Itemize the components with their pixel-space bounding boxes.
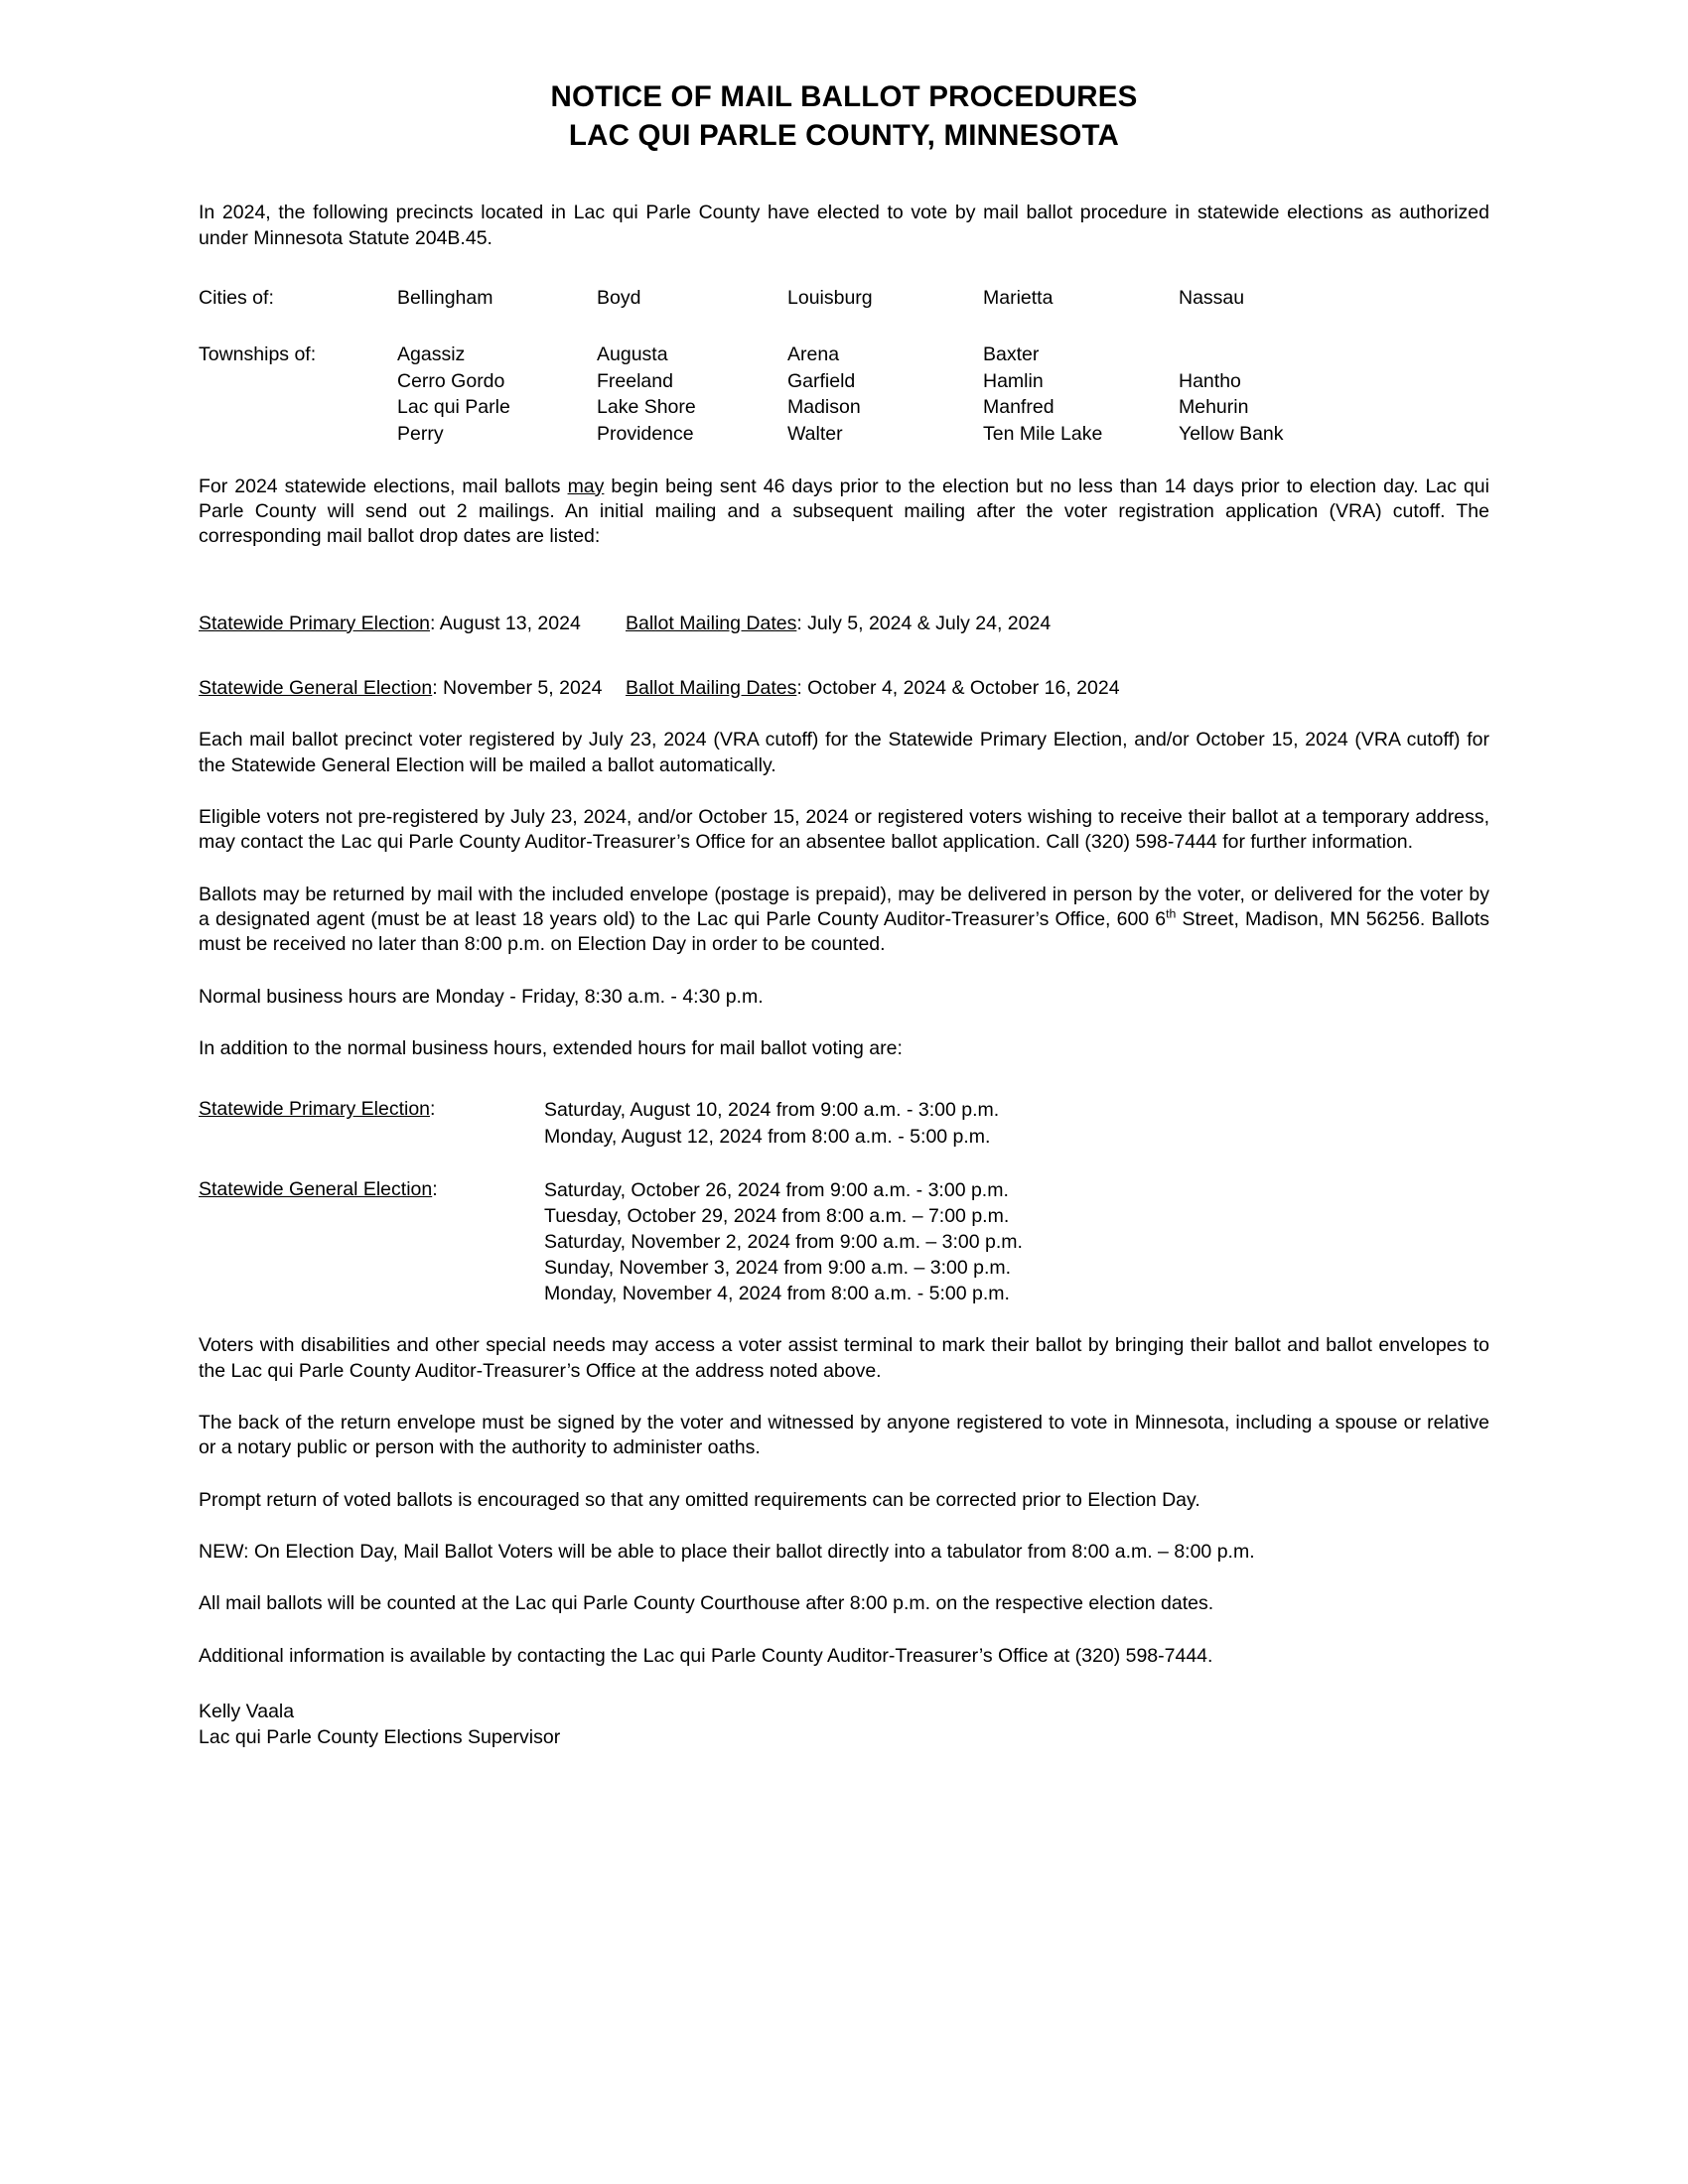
ballot-return-paragraph [199,883,1489,958]
mailing-schedule-paragraph [199,475,1489,550]
cities-section [199,285,1489,312]
general-mailing-value: : October 4, 2024 & October 16, 2024 [796,677,1120,700]
extended-hours-intro: In addition to the normal business hours, extended hours for mail ballot voting are: [199,1037,903,1060]
general-hours-label-text: Statewide General Election [199,1177,433,1200]
township-cell: Mehurin [1179,396,1249,419]
new-tabulator-paragraph: NEW: On Election Day, Mail Ballot Voters will be able to place their ballot directly into a tabulator from 8:00 a.m. – 8:00 p.m. [199,1541,1255,1564]
townships-table [199,341,1284,448]
additional-info-paragraph: Additional information is available by contacting the Lac qui Parle County Auditor-Treasurer’s Office at (320) 598-7444. [199,1644,1213,1667]
general-election-label: Statewide General Election [199,677,433,700]
township-cell: Madison [787,396,861,419]
prompt-return-paragraph: Prompt return of voted ballots is encouraged so that any omitted requirements can be corrected prior to Election Day. [199,1488,1200,1511]
table-row [199,394,1284,421]
spacer-cell [199,421,397,448]
signoff-title: Lac qui Parle County Elections Supervisor [199,1726,561,1749]
townships-section [199,341,1489,448]
ballot-return-part-2: Street, Madison, MN 56256. Ballots must be received no later than 8:00 p.m. on Election Day in order to be counted. [199,908,1489,956]
primary-hours-label [199,1097,544,1149]
election-date-row [199,676,1489,701]
hours-line: Monday, November 4, 2024 from 8:00 a.m. - 5:00 p.m. [544,1283,1010,1305]
election-date-row [199,612,1489,636]
primary-hours-label-text: Statewide Primary Election [199,1098,431,1121]
primary-election-date [199,612,626,636]
primary-election-label: Statewide Primary Election [199,612,431,634]
business-hours-paragraph: Normal business hours are Monday - Friday, 8:30 a.m. - 4:30 p.m. [199,985,764,1008]
township-cell [1179,341,1284,368]
township-cell: Garfield [787,369,856,392]
page-title-line-1: NOTICE OF MAIL BALLOT PROCEDURES [550,80,1138,113]
auto-mail-paragraph: Each mail ballot precinct voter registered by July 23, 2024 (VRA cutoff) for the Statewide Primary Election, and/or October 15, 2024 (VRA cutoff) for the Statewide General Election will be mailed a ballot automatically. [199,729,1489,776]
primary-mailing-dates [626,612,1051,636]
township-cell: Baxter [983,342,1040,365]
general-mailing-dates [626,676,1120,701]
ballot-return-part-1: Ballots may be returned by mail with the included envelope (postage is prepaid), may be delivered in person by the voter, or delivered for the voter by a designated agent (must be at least 18 years old) to the Lac qui Parle County Auditor-Treasurer’s Office, 600 6 [199,883,1489,931]
counting-paragraph: All mail ballots will be counted at the Lac qui Parle County Courthouse after 8:00 p.m. on the respective election dates. [199,1592,1214,1615]
table-row [199,368,1284,395]
signoff-block [199,1699,1489,1750]
may-emphasis: may [567,475,605,497]
signoff-name: Kelly Vaala [199,1701,295,1723]
general-hours-lines [544,1177,1489,1307]
city-cell: Louisburg [787,287,873,310]
general-hours-label-colon: : [432,1177,438,1200]
primary-extended-hours [199,1097,1489,1149]
cities-table [199,285,1244,312]
primary-election-value: : August 13, 2024 [430,612,581,634]
township-cell: Providence [597,422,694,445]
page-title [199,77,1489,155]
township-cell: Yellow Bank [1179,422,1284,445]
general-election-date [199,676,626,701]
township-cell: Walter [787,422,843,445]
general-hours-label [199,1177,544,1307]
township-cell: Agassiz [397,342,466,365]
table-row [199,285,1244,312]
city-cell: Nassau [1179,287,1245,310]
general-mailing-label: Ballot Mailing Dates [626,677,797,700]
township-cell: Arena [787,342,840,365]
spacer-cell [199,368,397,395]
primary-hours-lines [544,1097,1489,1149]
township-cell: Perry [397,422,444,445]
intro-paragraph: In 2024, the following precincts located in Lac qui Parle County have elected to vote by mail ballot procedure in statewide elections as authorized under Minnesota Statute 204B.45. [199,202,1489,249]
city-cell: Boyd [597,287,641,310]
township-cell: Manfred [983,396,1055,419]
mailing-text-part-1: For 2024 statewide elections, mail ballots [199,475,568,497]
general-election-value: : November 5, 2024 [432,677,603,700]
primary-mailing-value: : July 5, 2024 & July 24, 2024 [796,612,1052,634]
township-cell: Hamlin [983,369,1044,392]
election-dates-block [199,612,1489,702]
table-row [199,421,1284,448]
townships-label: Townships of: [199,342,317,365]
township-cell: Lake Shore [597,396,696,419]
hours-line: Saturday, October 26, 2024 from 9:00 a.m. - 3:00 p.m. [544,1178,1009,1201]
township-cell: Cerro Gordo [397,369,505,392]
primary-mailing-label: Ballot Mailing Dates [626,612,797,634]
hours-line: Sunday, November 3, 2024 from 9:00 a.m. – 3:00 p.m. [544,1257,1012,1280]
township-cell: Hantho [1179,369,1241,392]
cities-label: Cities of: [199,287,274,310]
hours-line: Monday, August 12, 2024 from 8:00 a.m. - 5:00 p.m. [544,1125,991,1148]
general-extended-hours [199,1177,1489,1307]
city-cell: Marietta [983,287,1054,310]
township-cell: Ten Mile Lake [983,422,1103,445]
extended-hours-block [199,1097,1489,1306]
township-cell: Freeland [597,369,673,392]
hours-line: Saturday, August 10, 2024 from 9:00 a.m. - 3:00 p.m. [544,1099,1000,1122]
table-row [199,341,1284,368]
hours-line: Tuesday, October 29, 2024 from 8:00 a.m. – 7:00 p.m. [544,1204,1010,1227]
envelope-signature-paragraph: The back of the return envelope must be signed by the voter and witnessed by anyone registered to vote in Minnesota, including a spouse or relative or a notary public or person with the authority to administer oaths. [199,1412,1489,1459]
primary-hours-label-colon: : [430,1098,436,1121]
ordinal-suffix: th [1166,906,1177,921]
mailing-text-part-2: begin being sent 46 days prior to the election but no less than 14 days prior to election day. Lac qui Parle County will send out 2 mailings. An initial mailing and a subsequent mailing after the voter registration application (VRA) cutoff. The corresponding mail ballot drop dates are listed: [199,475,1489,548]
spacer-cell [199,394,397,421]
city-cell: Bellingham [397,287,493,310]
disabilities-paragraph: Voters with disabilities and other special needs may access a voter assist terminal to mark their ballot by bringing their ballot and ballot envelopes to the Lac qui Parle County Auditor-Treasurer’s Office at the address noted above. [199,1334,1489,1382]
page-title-line-2: LAC QUI PARLE COUNTY, MINNESOTA [568,119,1120,153]
township-cell: Augusta [597,342,668,365]
township-cell: Lac qui Parle [397,396,510,419]
eligible-voters-paragraph: Eligible voters not pre-registered by July 23, 2024, and/or October 15, 2024 or registered voters wishing to receive their ballot at a temporary address, may contact the Lac qui Parle County Auditor-Treasurer’s Office for an absentee ballot application. Call (320) 598-7444 for further information. [199,806,1489,854]
hours-line: Saturday, November 2, 2024 from 9:00 a.m. – 3:00 p.m. [544,1230,1023,1253]
